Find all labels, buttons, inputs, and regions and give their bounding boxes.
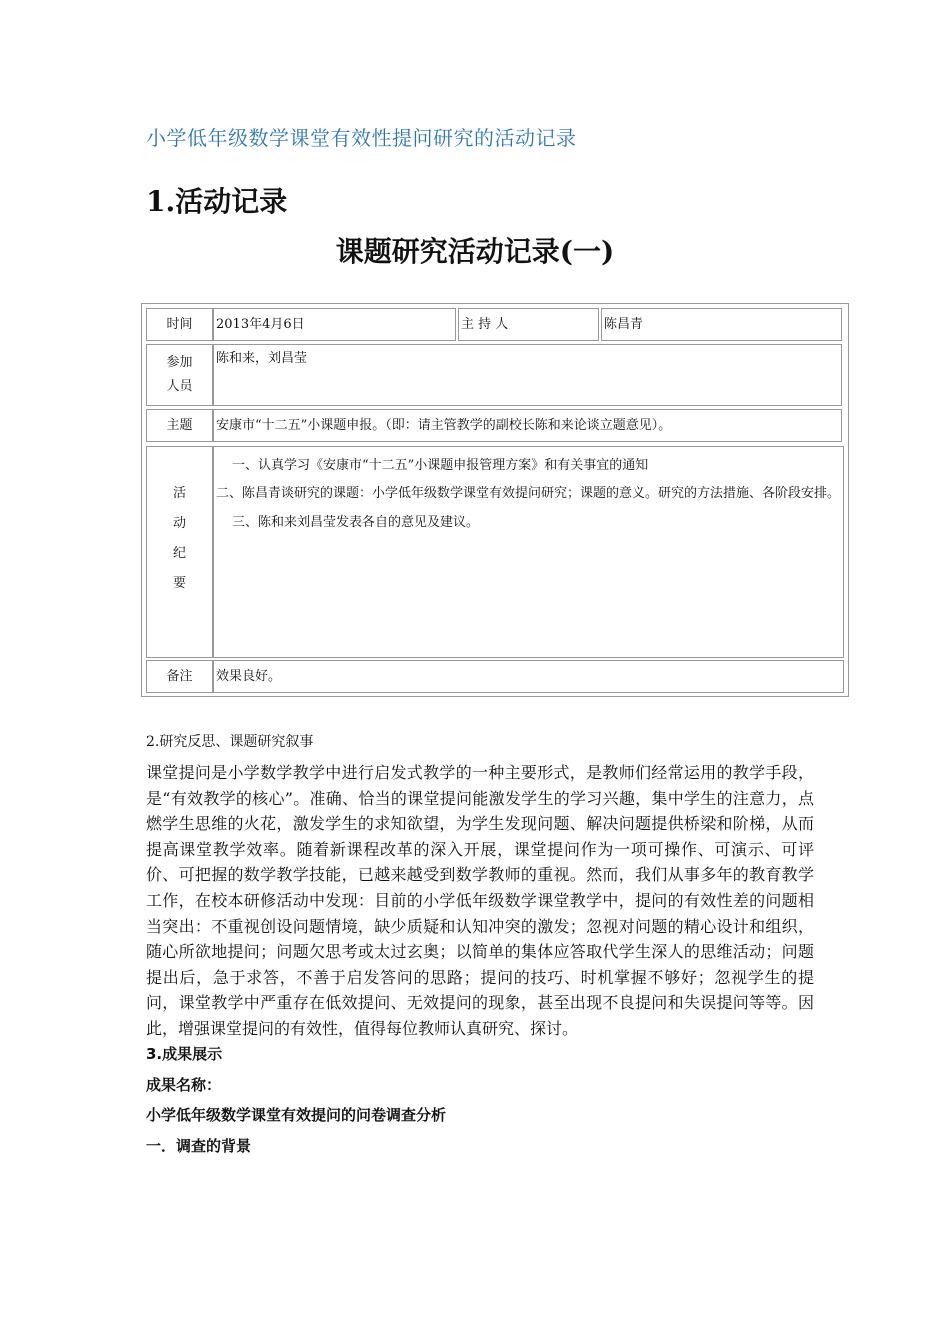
time-value: 2013年4月6日	[213, 308, 456, 341]
minutes-label-1: 活	[172, 486, 186, 501]
section3-heading: 3.成果展示	[146, 1045, 223, 1063]
participants-value: 陈和来，刘昌莹	[213, 344, 842, 406]
minutes-line3: 三、陈和来刘昌莹发表各自的意见及建议。	[232, 515, 480, 530]
remarks-value: 效果良好。	[213, 660, 844, 693]
section1-heading: 1.活动记录	[146, 185, 288, 218]
participants-label-line2: 人员	[166, 379, 193, 394]
minutes-label-4: 要	[172, 576, 186, 591]
time-label: 时间	[146, 308, 213, 341]
host-label: 主 持 人	[458, 308, 599, 341]
minutes-line1: 一、认真学习《安康市“十二五”小课题申报管理方案》和有关事宜的通知	[232, 458, 649, 473]
remarks-label: 备注	[146, 660, 213, 693]
topic-label: 主题	[146, 409, 213, 442]
minutes-value	[213, 446, 844, 658]
participants-label-line1: 参加	[166, 355, 193, 370]
result-title: 小学低年级数学课堂有效提问的问卷调查分析	[146, 1106, 447, 1124]
table-title: 课题研究活动记录(一)	[335, 235, 615, 268]
doc-title: 小学低年级数学课堂有效性提问研究的活动记录	[146, 126, 577, 150]
activity-table	[141, 303, 849, 697]
section2-body: 课堂提问是小学数学教学中进行启发式教学的一种主要形式，是教师们经常运用的教学手段，是“有效教学的核心”。准确、恰当的课堂提问能激发学生的学习兴趣，集中学生的注意力，点燃学生思维的火花，激发学生的求知欲望，为学生发现问题、解决问题提供桥梁和阶梯，从而提高课堂教学效率。随着新课程改革的深入开展，课堂提问作为一项可操作、可演示、可评价、可把握的数学教学技能，已越来越受到数学教师的重视。然而，我们从事多年的教育教学工作，在校本研修活动中发现：目前的小学低年级数学课堂教学中，提问的有效性差的问题相当突出：不重视创设问题情境，缺少质疑和认知冲突的激发；忽视对问题的精心设计和组织，随心所欲地提问；问题欠思考或太过玄奥；以简单的集体应答取代学生深人的思维活动；问题提出后，急于求答，不善于启发答问的思路；提问的技巧、时机掌握不够好；忽视学生的提问，课堂教学中严重存在低效提问、无效提问的现象，甚至出现不良提问和失误提问等等。因此，增强课堂提问的有效性，值得每位教师认真研究、探讨。	[146, 763, 814, 1038]
minutes-label-3: 纪	[172, 546, 186, 561]
result-name-label: 成果名称：	[146, 1076, 222, 1094]
minutes-line2: 二、陈昌青谈研究的课题：小学低年级数学课堂有效提问研究；课题的意义。研究的方法措施、各阶段安排。	[216, 486, 841, 501]
topic-value: 安康市“十二五”小课题申报。（即：请主管教学的副校长陈和来论谈立题意见）。	[213, 409, 842, 442]
host-value: 陈昌青	[601, 308, 842, 341]
minutes-label-2: 动	[172, 516, 186, 531]
participants-label	[146, 344, 213, 406]
section2-heading: 2.研究反思、课题研究叙事	[146, 734, 314, 750]
minutes-label	[146, 446, 213, 658]
subsection1-heading: 一．调查的背景	[146, 1137, 252, 1155]
